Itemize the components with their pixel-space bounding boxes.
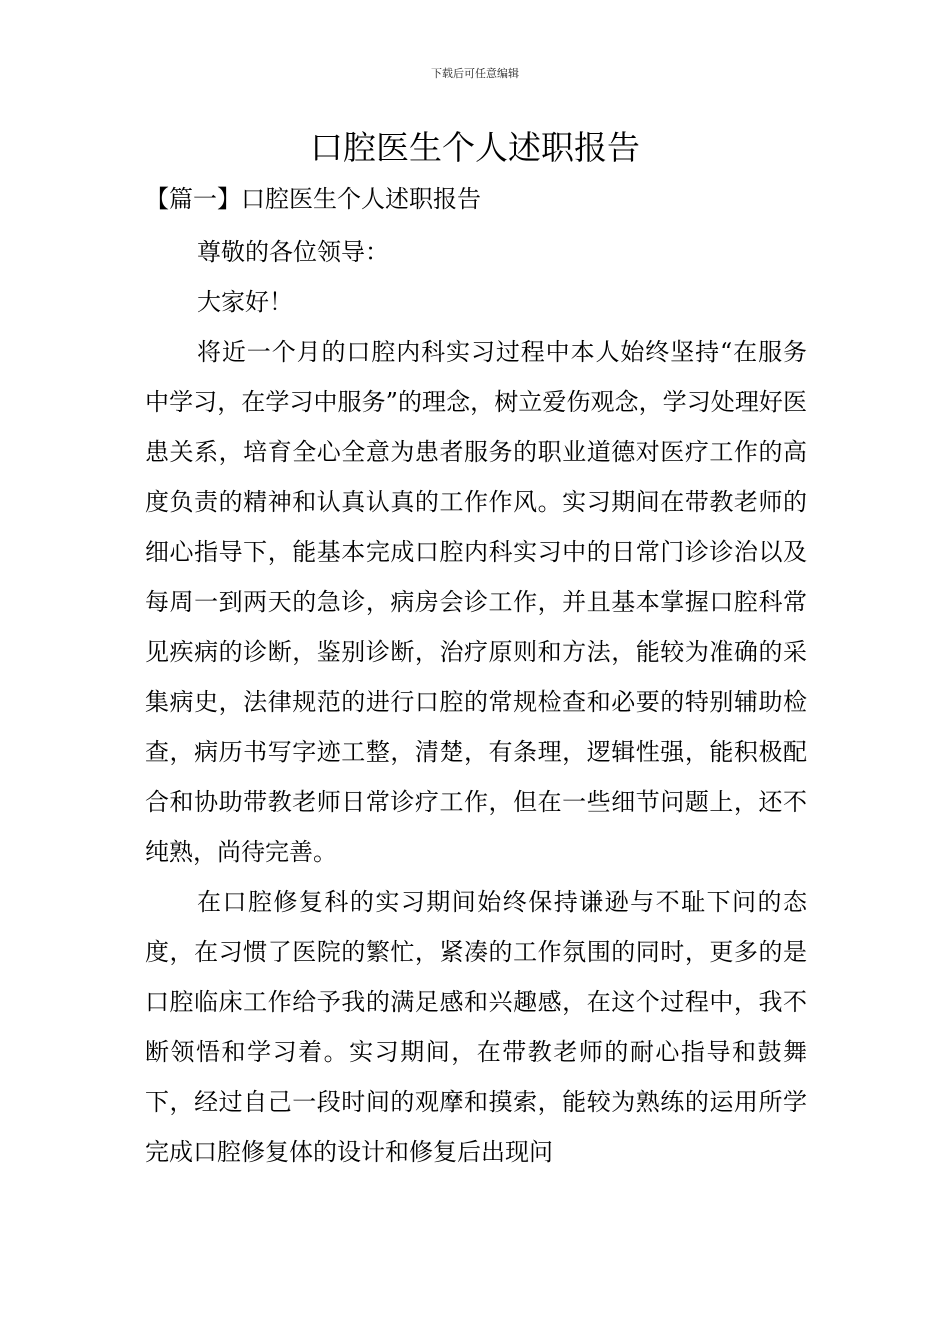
paragraph-2: 在口腔修复科的实习期间始终保持谦逊与不耻下问的态度，在习惯了医院的繁忙，紧凑的工作氛围的同时，更多的是口腔临床工作给予我的满足感和兴趣感，在这个过程中，我不断领悟和学习着。实习期间，在带教老师的耐心指导和鼓舞下，经过自己一段时间的观摩和摸索，能较为熟练的运用所学完成口腔修复体的设计和修复后出现问 [145, 888, 807, 1166]
section-heading: 【篇一】口腔医生个人述职报告 [145, 185, 481, 213]
salutation: 尊敬的各位领导： [197, 238, 389, 266]
header-note: 下载后可任意编辑 [431, 67, 519, 80]
greeting: 大家好！ [197, 288, 293, 316]
document-title: 口腔医生个人述职报告 [310, 128, 640, 167]
paragraph-1: 将近一个月的口腔内科实习过程中本人始终坚持“在服务中学习，在学习中服务”的理念，树立爱伤观念，学习处理好医患关系，培育全心全意为患者服务的职业道德对医疗工作的高度负责的精神和认真认真的工作作风。实习期间在带教老师的细心指导下，能基本完成口腔内科实习中的日常门诊诊治以及每周一到两天的急诊，病房会诊工作，并且基本掌握口腔科常见疾病的诊断，鉴别诊断，治疗原则和方法，能较为准确的采集病史，法律规范的进行口腔的常规检查和必要的特别辅助检查，病历书写字迹工整，清楚，有条理，逻辑性强，能积极配合和协助带教老师日常诊疗工作，但在一些细节问题上，还不纯熟，尚待完善。 [145, 338, 807, 866]
document-body [145, 227, 807, 1177]
